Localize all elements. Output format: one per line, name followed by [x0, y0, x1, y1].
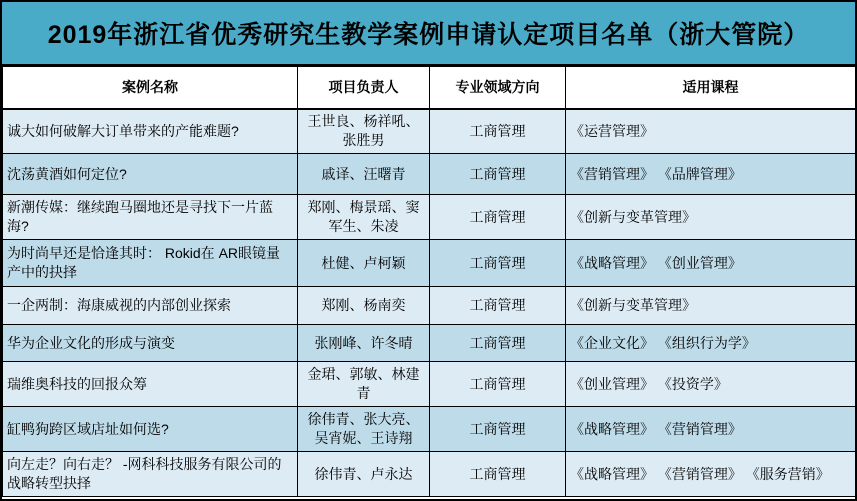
header-case-name: 案例名称: [3, 67, 298, 109]
field-cell: 工商管理: [430, 240, 566, 287]
courses-cell: 《战略管理》 《营销管理》: [566, 407, 856, 452]
case-name-cell: 华为企业文化的形成与演变: [3, 325, 298, 362]
header-applicable-courses: 适用课程: [566, 67, 856, 109]
table-row: [3, 362, 856, 407]
courses-cell: 《战略管理》 《营销管理》 《服务营销》: [566, 452, 856, 497]
courses-cell: 《创新与变革管理》: [566, 195, 856, 240]
table-row: [3, 154, 856, 195]
case-table: [2, 66, 856, 497]
leaders-cell: 徐伟青、卢永达: [298, 452, 430, 497]
table-row: [3, 325, 856, 362]
case-name-cell: 瑞维奥科技的回报众筹: [3, 362, 298, 407]
field-cell: 工商管理: [430, 325, 566, 362]
table-row: [3, 452, 856, 497]
page-title: 2019年浙江省优秀研究生教学案例申请认定项目名单（浙大管院）: [2, 2, 855, 66]
courses-cell: 《企业文化》 《组织行为学》: [566, 325, 856, 362]
field-cell: 工商管理: [430, 154, 566, 195]
header-row: [3, 67, 856, 109]
courses-cell: 《战略管理》 《创业管理》: [566, 240, 856, 287]
courses-cell: 《运营管理》: [566, 109, 856, 154]
leaders-cell: 王世良、杨祥吼、张胜男: [298, 109, 430, 154]
leaders-cell: 郑刚、杨南奕: [298, 287, 430, 325]
leaders-cell: 张刚峰、许冬晴: [298, 325, 430, 362]
courses-cell: 《创业管理》 《投资学》: [566, 362, 856, 407]
table-row: [3, 240, 856, 287]
case-name-cell: 诚大如何破解大订单带来的产能难题?: [3, 109, 298, 154]
case-name-cell: 一企两制：海康威视的内部创业探索: [3, 287, 298, 325]
case-name-cell: 新潮传媒：继续跑马圈地还是寻找下一片蓝海?: [3, 195, 298, 240]
leaders-cell: 杜健、卢柯颖: [298, 240, 430, 287]
case-name-cell: 为时尚早还是恰逢其时： Rokid在 AR眼镜量产中的抉择: [3, 240, 298, 287]
field-cell: 工商管理: [430, 407, 566, 452]
table-row: [3, 195, 856, 240]
case-name-cell: 缸鸭狗跨区域店址如何选?: [3, 407, 298, 452]
table-row: [3, 287, 856, 325]
table-row: [3, 109, 856, 154]
courses-cell: 《创新与变革管理》: [566, 287, 856, 325]
leaders-cell: 郑刚、梅景瑶、窦军生、朱凌: [298, 195, 430, 240]
leaders-cell: 徐伟青、张大亮、吴宵妮、王诗翔: [298, 407, 430, 452]
case-name-cell: 向左走？向右走？ -网科科技服务有限公司的战略转型抉择: [3, 452, 298, 497]
field-cell: 工商管理: [430, 195, 566, 240]
courses-cell: 《营销管理》 《品牌管理》: [566, 154, 856, 195]
header-project-leader: 项目负责人: [298, 67, 430, 109]
case-name-cell: 沈荡黄酒如何定位?: [3, 154, 298, 195]
field-cell: 工商管理: [430, 109, 566, 154]
table-row: [3, 407, 856, 452]
leaders-cell: 戚译、汪曙青: [298, 154, 430, 195]
field-cell: 工商管理: [430, 362, 566, 407]
header-field: 专业领域方向: [430, 67, 566, 109]
leaders-cell: 金珺、郭敏、林建青: [298, 362, 430, 407]
field-cell: 工商管理: [430, 452, 566, 497]
field-cell: 工商管理: [430, 287, 566, 325]
